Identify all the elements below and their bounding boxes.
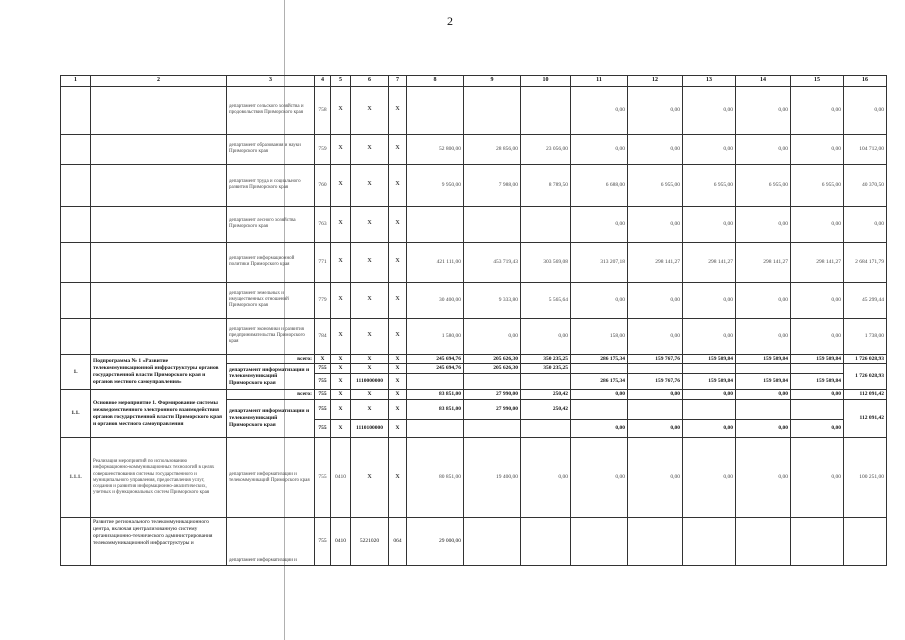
- table-cell: 1110000000: [351, 374, 389, 390]
- table-cell: 30 400,00: [407, 282, 464, 318]
- col-header: 6: [351, 76, 389, 87]
- table-cell: 755: [315, 420, 331, 438]
- table-cell: 755: [315, 364, 331, 374]
- table-cell: 100 251,00: [844, 438, 887, 518]
- table-cell: 1110100000: [351, 420, 389, 438]
- table-cell: 0,00: [791, 390, 844, 400]
- table-cell: 298 141,27: [791, 242, 844, 282]
- empty-cell: [61, 164, 91, 206]
- empty-cell: [628, 518, 683, 566]
- table-cell: 0,00: [791, 134, 844, 164]
- table-cell: Х: [351, 164, 389, 206]
- table-cell: 0,00: [683, 420, 736, 438]
- table-cell: 350 235,25: [521, 364, 571, 374]
- table-cell: 0,00: [736, 420, 791, 438]
- table-cell: 205 626,30: [464, 364, 521, 374]
- table-cell: 250,42: [521, 390, 571, 400]
- table-cell: 286 175,34: [571, 354, 628, 364]
- table-cell: 0,00: [683, 86, 736, 134]
- table-cell: 159 509,84: [791, 374, 844, 390]
- col-header: 1: [61, 76, 91, 87]
- activity-title: Развитие регионального телекоммуникационного центра, включая централизованную систему организационно-технического администрирования телекоммуникационной инфраструктуры и: [91, 518, 227, 566]
- empty-cell: [407, 420, 464, 438]
- empty-cell: [736, 364, 791, 374]
- table-cell: 6 955,00: [628, 164, 683, 206]
- department-cell: департамент информатизации и: [227, 518, 315, 566]
- col-header: 15: [791, 76, 844, 87]
- table-cell: 159 509,84: [736, 354, 791, 364]
- table-cell: 0,00: [628, 390, 683, 400]
- department-cell: департамент труда и социального развития Приморского края: [227, 164, 315, 206]
- table-cell: 0,00: [736, 206, 791, 242]
- table-cell: 0,00: [571, 390, 628, 400]
- table-row: [61, 438, 887, 518]
- table-cell: Х: [331, 86, 351, 134]
- table-cell: 0,00: [464, 318, 521, 354]
- table-cell: 159 767,76: [628, 374, 683, 390]
- table-cell: 250,42: [521, 400, 571, 420]
- table-cell: Х: [331, 420, 351, 438]
- empty-cell: [521, 86, 571, 134]
- empty-cell: [791, 364, 844, 374]
- table-cell: Х: [389, 242, 407, 282]
- table-cell: 159 509,84: [683, 374, 736, 390]
- table-cell: 6 688,00: [571, 164, 628, 206]
- table-cell: Х: [351, 390, 389, 400]
- table-cell: Х: [331, 164, 351, 206]
- table-cell: 0,00: [571, 282, 628, 318]
- table-cell: 23 056,00: [521, 134, 571, 164]
- table-cell: Х: [351, 86, 389, 134]
- empty-cell: [61, 206, 91, 242]
- empty-cell: [91, 86, 227, 134]
- table-cell: Х: [315, 354, 331, 364]
- subprogram-total-row: [61, 354, 887, 364]
- table-cell: 0,00: [628, 134, 683, 164]
- col-header: 11: [571, 76, 628, 87]
- table-cell: Х: [351, 134, 389, 164]
- table-cell: Х: [351, 318, 389, 354]
- department-cell: департамент лесного хозяйства Приморского края: [227, 206, 315, 242]
- total-label: всего:: [227, 354, 315, 364]
- table-cell: 159 509,84: [791, 354, 844, 364]
- empty-cell: [791, 518, 844, 566]
- department-cell: департамент экономики и развития предпринимательства Приморского края: [227, 318, 315, 354]
- table-cell: Х: [351, 364, 389, 374]
- table-cell: 0,00: [628, 318, 683, 354]
- empty-cell: [464, 86, 521, 134]
- table-cell: Х: [389, 354, 407, 364]
- empty-cell: [91, 318, 227, 354]
- table-cell: Х: [351, 400, 389, 420]
- table-cell: 7 988,00: [464, 164, 521, 206]
- col-header: 10: [521, 76, 571, 87]
- row-number: 1.1.1.: [61, 438, 91, 518]
- table-row: [61, 518, 887, 566]
- table-cell: 0,00: [736, 438, 791, 518]
- subprogram-title: Подпрограмма № 1 «Развитие телекоммуникационной инфраструктуры органов государственной власти Приморского края и органов местного самоуправления»: [91, 354, 227, 390]
- table-cell: Х: [331, 364, 351, 374]
- table-cell: 0,00: [736, 318, 791, 354]
- table-cell: 758: [315, 86, 331, 134]
- table-cell: 064: [389, 518, 407, 566]
- empty-cell: [61, 134, 91, 164]
- table-cell: 755: [315, 390, 331, 400]
- table-cell: 0,00: [736, 86, 791, 134]
- table-cell: 0,00: [571, 86, 628, 134]
- empty-cell: [407, 374, 464, 390]
- table-cell: Х: [331, 374, 351, 390]
- empty-cell: [91, 164, 227, 206]
- department-cell: департамент информатизации и телекоммуникаций Приморского края: [227, 400, 315, 438]
- table-cell: 112 091,42: [844, 400, 887, 438]
- table-cell: 0,00: [628, 282, 683, 318]
- col-header: 13: [683, 76, 736, 87]
- empty-cell: [736, 518, 791, 566]
- table-cell: 303 569,08: [521, 242, 571, 282]
- table-cell: 19 400,00: [464, 438, 521, 518]
- empty-cell: [61, 318, 91, 354]
- empty-cell: [61, 86, 91, 134]
- table-cell: 0,00: [791, 206, 844, 242]
- col-header: 4: [315, 76, 331, 87]
- table-cell: 205 626,30: [464, 354, 521, 364]
- row-number: 1.1.: [61, 390, 91, 438]
- table-cell: Х: [389, 420, 407, 438]
- table-cell: 9 950,00: [407, 164, 464, 206]
- table-row: [61, 134, 887, 164]
- table-cell: Х: [389, 400, 407, 420]
- table-cell: Х: [331, 206, 351, 242]
- table-cell: 1 738,00: [844, 318, 887, 354]
- table-cell: 755: [315, 438, 331, 518]
- department-cell: департамент сельского хозяйства и продовольствия Приморского края: [227, 86, 315, 134]
- table-cell: 245 694,76: [407, 364, 464, 374]
- empty-cell: [407, 86, 464, 134]
- empty-cell: [683, 400, 736, 420]
- table-cell: Х: [389, 318, 407, 354]
- table-cell: 0,00: [736, 134, 791, 164]
- page-number: 2: [447, 14, 453, 28]
- table-cell: 1 580,00: [407, 318, 464, 354]
- activity-title: Реализация мероприятий по использованию информационно-коммуникационных технологий в целях совершенствования системы государственного и муниципального управления, предоставления услуг, создания и развития информационно-аналитических, учетных и функциональных систем Приморского края: [91, 438, 227, 518]
- table-cell: 298 141,27: [736, 242, 791, 282]
- activity-title: Основное мероприятие 1. Формирование системы межведомственного электронного взаимодействия органов государственной власти Приморского края и органов местного самоуправления: [91, 390, 227, 438]
- table-cell: Х: [331, 242, 351, 282]
- col-header: 2: [91, 76, 227, 87]
- column-number-row: [61, 76, 887, 87]
- table-cell: 83 851,00: [407, 400, 464, 420]
- table-cell: 350 235,25: [521, 354, 571, 364]
- empty-cell: [791, 400, 844, 420]
- table-cell: 40 370,50: [844, 164, 887, 206]
- table-cell: Х: [331, 354, 351, 364]
- table-cell: 0,00: [791, 282, 844, 318]
- table-cell: 0,00: [683, 282, 736, 318]
- table-cell: 0,00: [791, 420, 844, 438]
- table-cell: 755: [315, 518, 331, 566]
- department-cell: департамент информатизации и телекоммуникаций Приморского края: [227, 438, 315, 518]
- table-cell: Х: [389, 164, 407, 206]
- budget-table: [60, 75, 887, 566]
- empty-cell: [571, 518, 628, 566]
- table-cell: Х: [331, 318, 351, 354]
- col-header: 9: [464, 76, 521, 87]
- table-cell: 0,00: [628, 206, 683, 242]
- table-cell: 45 299,44: [844, 282, 887, 318]
- table-cell: 0,00: [844, 206, 887, 242]
- col-header: 3: [227, 76, 315, 87]
- table-cell: 5 565,64: [521, 282, 571, 318]
- table-cell: 52 800,00: [407, 134, 464, 164]
- empty-cell: [91, 242, 227, 282]
- table-cell: 421 111,00: [407, 242, 464, 282]
- col-header: 7: [389, 76, 407, 87]
- table-cell: 245 694,76: [407, 354, 464, 364]
- table-cell: 6 955,00: [736, 164, 791, 206]
- table-cell: 0410: [331, 518, 351, 566]
- empty-cell: [91, 282, 227, 318]
- table-row: [61, 242, 887, 282]
- empty-cell: [464, 374, 521, 390]
- table-row: [61, 282, 887, 318]
- table-cell: 0,00: [628, 420, 683, 438]
- table-cell: 0,00: [683, 438, 736, 518]
- table-cell: 0410: [331, 438, 351, 518]
- table-cell: 2 684 171,79: [844, 242, 887, 282]
- table-cell: 755: [315, 374, 331, 390]
- total-label: всего:: [227, 390, 315, 400]
- empty-cell: [91, 206, 227, 242]
- table-cell: 0,00: [683, 318, 736, 354]
- table-cell: 760: [315, 164, 331, 206]
- empty-cell: [61, 282, 91, 318]
- table-cell: Х: [389, 390, 407, 400]
- table-cell: Х: [351, 206, 389, 242]
- empty-cell: [628, 364, 683, 374]
- table-cell: Х: [389, 282, 407, 318]
- empty-cell: [736, 400, 791, 420]
- table-cell: Х: [389, 374, 407, 390]
- table-cell: Х: [331, 282, 351, 318]
- col-header: 16: [844, 76, 887, 87]
- empty-cell: [61, 242, 91, 282]
- table-cell: Х: [389, 206, 407, 242]
- activity-total-row: [61, 390, 887, 400]
- table-cell: 453 719,43: [464, 242, 521, 282]
- table-cell: 0,00: [736, 282, 791, 318]
- table-cell: 0,00: [683, 206, 736, 242]
- table-cell: 0,00: [791, 318, 844, 354]
- table-cell: 0,00: [571, 134, 628, 164]
- table-cell: 159 767,76: [628, 354, 683, 364]
- table-cell: 0,00: [683, 134, 736, 164]
- col-header: 12: [628, 76, 683, 87]
- table-cell: 112 091,42: [844, 390, 887, 400]
- table-cell: 298 141,27: [683, 242, 736, 282]
- table-cell: 0,00: [571, 420, 628, 438]
- table-cell: Х: [351, 354, 389, 364]
- table-cell: 29 000,00: [407, 518, 464, 566]
- table-cell: Х: [351, 282, 389, 318]
- empty-cell: [628, 400, 683, 420]
- table-cell: 9 333,80: [464, 282, 521, 318]
- table-cell: 158,00: [571, 318, 628, 354]
- empty-cell: [464, 518, 521, 566]
- table-cell: 755: [315, 400, 331, 420]
- table-cell: 83 851,00: [407, 390, 464, 400]
- empty-cell: [683, 364, 736, 374]
- table-cell: Х: [331, 134, 351, 164]
- table-row: [61, 164, 887, 206]
- table-cell: 0,00: [571, 438, 628, 518]
- table-cell: Х: [389, 86, 407, 134]
- department-cell: департамент земельных и имущественных отношений Приморского края: [227, 282, 315, 318]
- table-cell: Х: [331, 390, 351, 400]
- empty-cell: [571, 364, 628, 374]
- table-cell: 159 509,84: [736, 374, 791, 390]
- empty-cell: [61, 518, 91, 566]
- empty-cell: [521, 206, 571, 242]
- table-cell: 286 175,34: [571, 374, 628, 390]
- table-cell: Х: [331, 400, 351, 420]
- empty-cell: [464, 420, 521, 438]
- department-cell: департамент информационной политики Приморского края: [227, 242, 315, 282]
- table-cell: 27 990,00: [464, 390, 521, 400]
- table-cell: 313 207,18: [571, 242, 628, 282]
- table-cell: 0,00: [521, 318, 571, 354]
- table-row: [61, 318, 887, 354]
- table-cell: 104 712,00: [844, 134, 887, 164]
- table-cell: Х: [389, 134, 407, 164]
- empty-cell: [464, 206, 521, 242]
- col-header: 5: [331, 76, 351, 87]
- table-row: [61, 86, 887, 134]
- table-cell: 6 955,00: [791, 164, 844, 206]
- table-cell: 6 955,00: [683, 164, 736, 206]
- empty-cell: [683, 518, 736, 566]
- table-cell: 0,00: [521, 438, 571, 518]
- table-cell: 159 509,84: [683, 354, 736, 364]
- table-cell: 298 141,27: [628, 242, 683, 282]
- table-cell: Х: [351, 242, 389, 282]
- table-cell: 779: [315, 282, 331, 318]
- table-cell: 0,00: [791, 86, 844, 134]
- table-cell: 5221020: [351, 518, 389, 566]
- table-cell: 0,00: [791, 438, 844, 518]
- table-cell: 27 990,00: [464, 400, 521, 420]
- empty-cell: [844, 518, 887, 566]
- table-cell: 80 851,00: [407, 438, 464, 518]
- department-cell: департамент образования и науки Приморского края: [227, 134, 315, 164]
- empty-cell: [407, 206, 464, 242]
- row-number: 1.: [61, 354, 91, 390]
- table-cell: 8 789,50: [521, 164, 571, 206]
- table-cell: Х: [389, 438, 407, 518]
- table-cell: 0,00: [736, 390, 791, 400]
- empty-cell: [91, 134, 227, 164]
- table-cell: 763: [315, 206, 331, 242]
- table-cell: 28 856,00: [464, 134, 521, 164]
- table-cell: 1 726 028,93: [844, 364, 887, 390]
- table-cell: 784: [315, 318, 331, 354]
- table-cell: 0,00: [683, 390, 736, 400]
- empty-cell: [521, 374, 571, 390]
- table-row: [61, 206, 887, 242]
- table-cell: 0,00: [844, 86, 887, 134]
- table-cell: 0,00: [571, 206, 628, 242]
- empty-cell: [521, 420, 571, 438]
- table-cell: 1 726 028,93: [844, 354, 887, 364]
- table-cell: 771: [315, 242, 331, 282]
- department-cell: департамент информатизации и телекоммуникаций Приморского края: [227, 364, 315, 390]
- empty-cell: [521, 518, 571, 566]
- table-cell: Х: [389, 364, 407, 374]
- table-cell: 0,00: [628, 438, 683, 518]
- table-cell: Х: [351, 438, 389, 518]
- table-cell: 0,00: [628, 86, 683, 134]
- empty-cell: [571, 400, 628, 420]
- col-header: 14: [736, 76, 791, 87]
- table-cell: 759: [315, 134, 331, 164]
- col-header: 8: [407, 76, 464, 87]
